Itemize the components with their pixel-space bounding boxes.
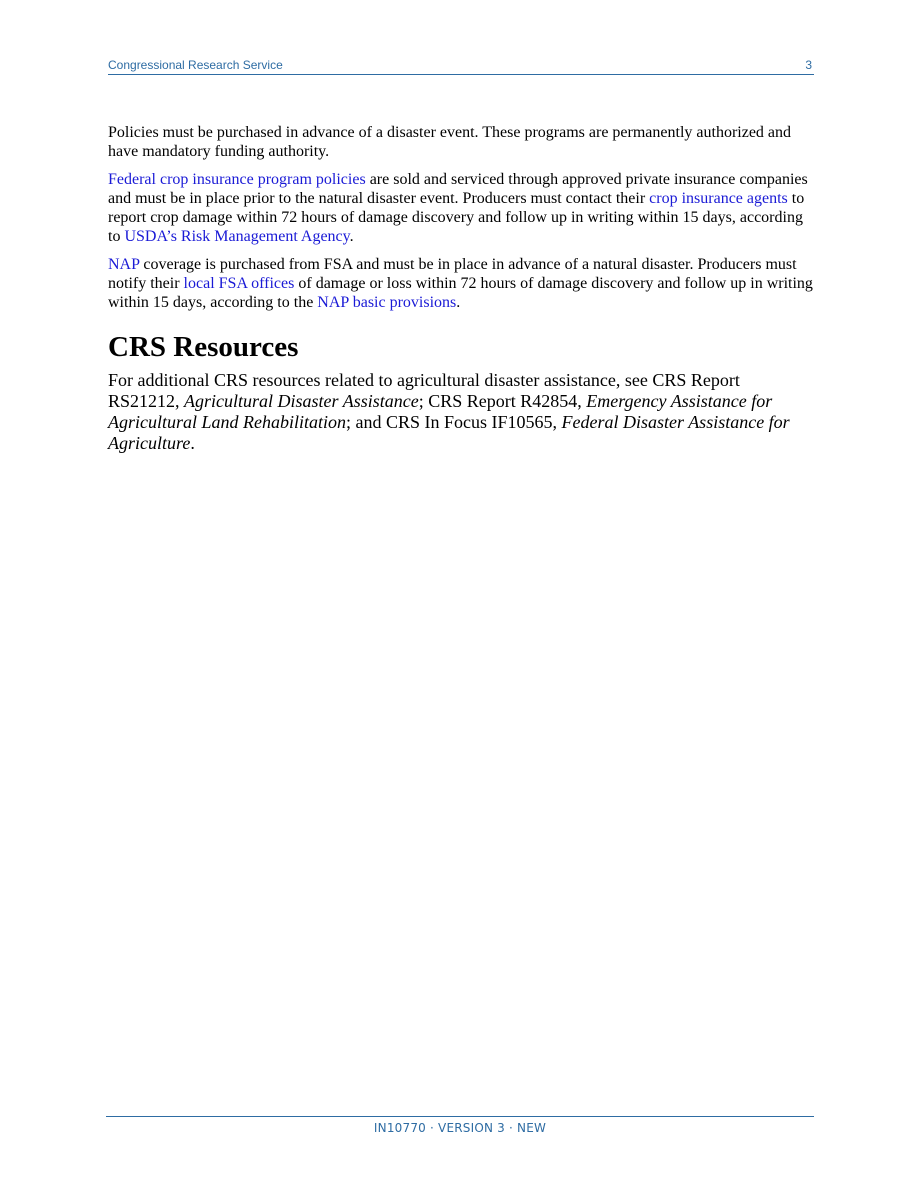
document-body [108, 123, 814, 454]
page-footer [106, 1116, 814, 1135]
paragraph-text: coverage is purchased from FSA and must be in place in advance of a natural disaster. Producers must notify their [108, 256, 797, 292]
paragraph-text: . [456, 294, 461, 311]
paragraph-nap [108, 255, 814, 312]
link-nap[interactable]: NAP [108, 256, 140, 273]
paragraph-crs-resources [108, 370, 814, 454]
paragraph-text: of damage or loss within 72 hours of damage discovery and follow up in writing within 15 days, according to the [108, 275, 813, 311]
section-heading: CRS Resources [108, 331, 299, 363]
paragraph-text: . [190, 433, 195, 453]
report-title: Agricultural Disaster Assistance [184, 391, 419, 411]
paragraph-text: For additional CRS resources related to agricultural disaster assistance, see CRS Report RS21212, [108, 370, 740, 411]
page-header [108, 58, 814, 75]
paragraph-text: to report crop damage within 72 hours of damage discovery and follow up in writing within 15 days, according to [108, 190, 805, 245]
link-risk-management-agency[interactable]: USDA’s Risk Management Agency [124, 228, 350, 245]
link-crop-insurance-agents[interactable]: crop insurance agents [649, 190, 788, 207]
link-crop-insurance-policies[interactable]: Federal crop insurance program policies [108, 171, 366, 188]
paragraph-text: ; and CRS In Focus IF10565, [346, 412, 562, 432]
link-nap-basic-provisions[interactable]: NAP basic provisions [317, 294, 457, 311]
paragraph-crop-insurance [108, 170, 814, 246]
paragraph-text: . [349, 228, 354, 245]
paragraph-text: Policies must be purchased in advance of a disaster event. These programs are permanently authorized and have mandatory funding authority. [108, 124, 792, 160]
link-local-fsa-offices[interactable]: local FSA offices [183, 275, 295, 292]
paragraph-text: ; CRS Report R42854, [418, 391, 587, 411]
header-page-number: 3 [805, 58, 812, 72]
report-title: Federal Disaster Assistance for Agriculture [108, 412, 790, 453]
header-publisher: Congressional Research Service [108, 58, 283, 72]
paragraph-text: are sold and serviced through approved private insurance companies and must be in place prior to the natural disaster event. Producers must contact their [108, 171, 808, 207]
paragraph-policies [108, 123, 814, 161]
footer-report-id: IN10770 · VERSION 3 · NEW [373, 1121, 547, 1135]
report-title: Emergency Assistance for Agricultural Land Rehabilitation [108, 391, 773, 432]
